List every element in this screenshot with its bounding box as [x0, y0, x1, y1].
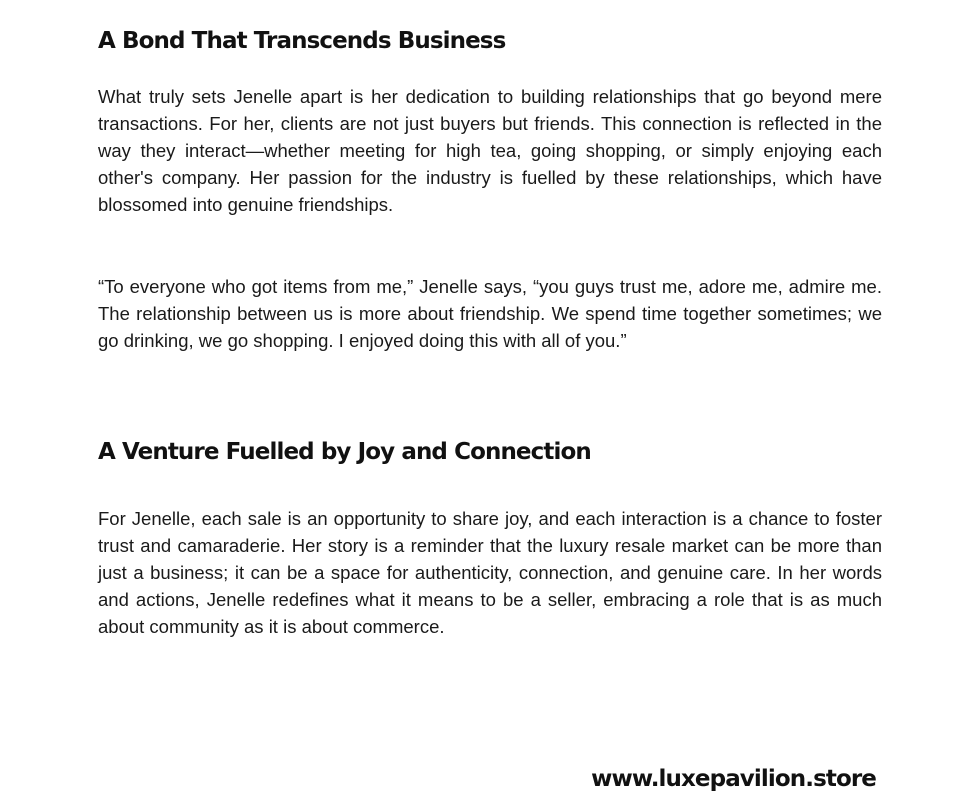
section-heading-venture: A Venture Fuelled by Joy and Connection — [98, 439, 591, 465]
quote-paragraph: “To everyone who got items from me,” Jenelle says, “you guys trust me, adore me, admire me. The relationship between us is more about friendship. We spend time together sometimes; we go drinking, we go shopping. I enjoyed doing this with all of you.” — [98, 276, 882, 351]
section-heading-bond: A Bond That Transcends Business — [98, 28, 506, 54]
footer-website-url: www.luxepavilion.store — [591, 766, 876, 792]
paragraph-joy: For Jenelle, each sale is an opportunity to share joy, and each interaction is a chance to foster trust and camaraderie. Her story is a reminder that the luxury resale market can be more than just a business; it can be a space for authenticity, connection, and genuine care. In her words and actions, Jenelle redefines what it means to be a seller, embracing a role that is as much about community as it is about commerce. — [98, 508, 882, 637]
paragraph-relationships: What truly sets Jenelle apart is her dedication to building relationships that go beyond mere transactions. For her, clients are not just buyers but friends. This connection is reflected in the way they interact—whether meeting for high tea, going shopping, or simply enjoying each other's company. Her passion for the industry is fuelled by these relationships, which have blossomed into genuine friendships. — [98, 86, 882, 215]
